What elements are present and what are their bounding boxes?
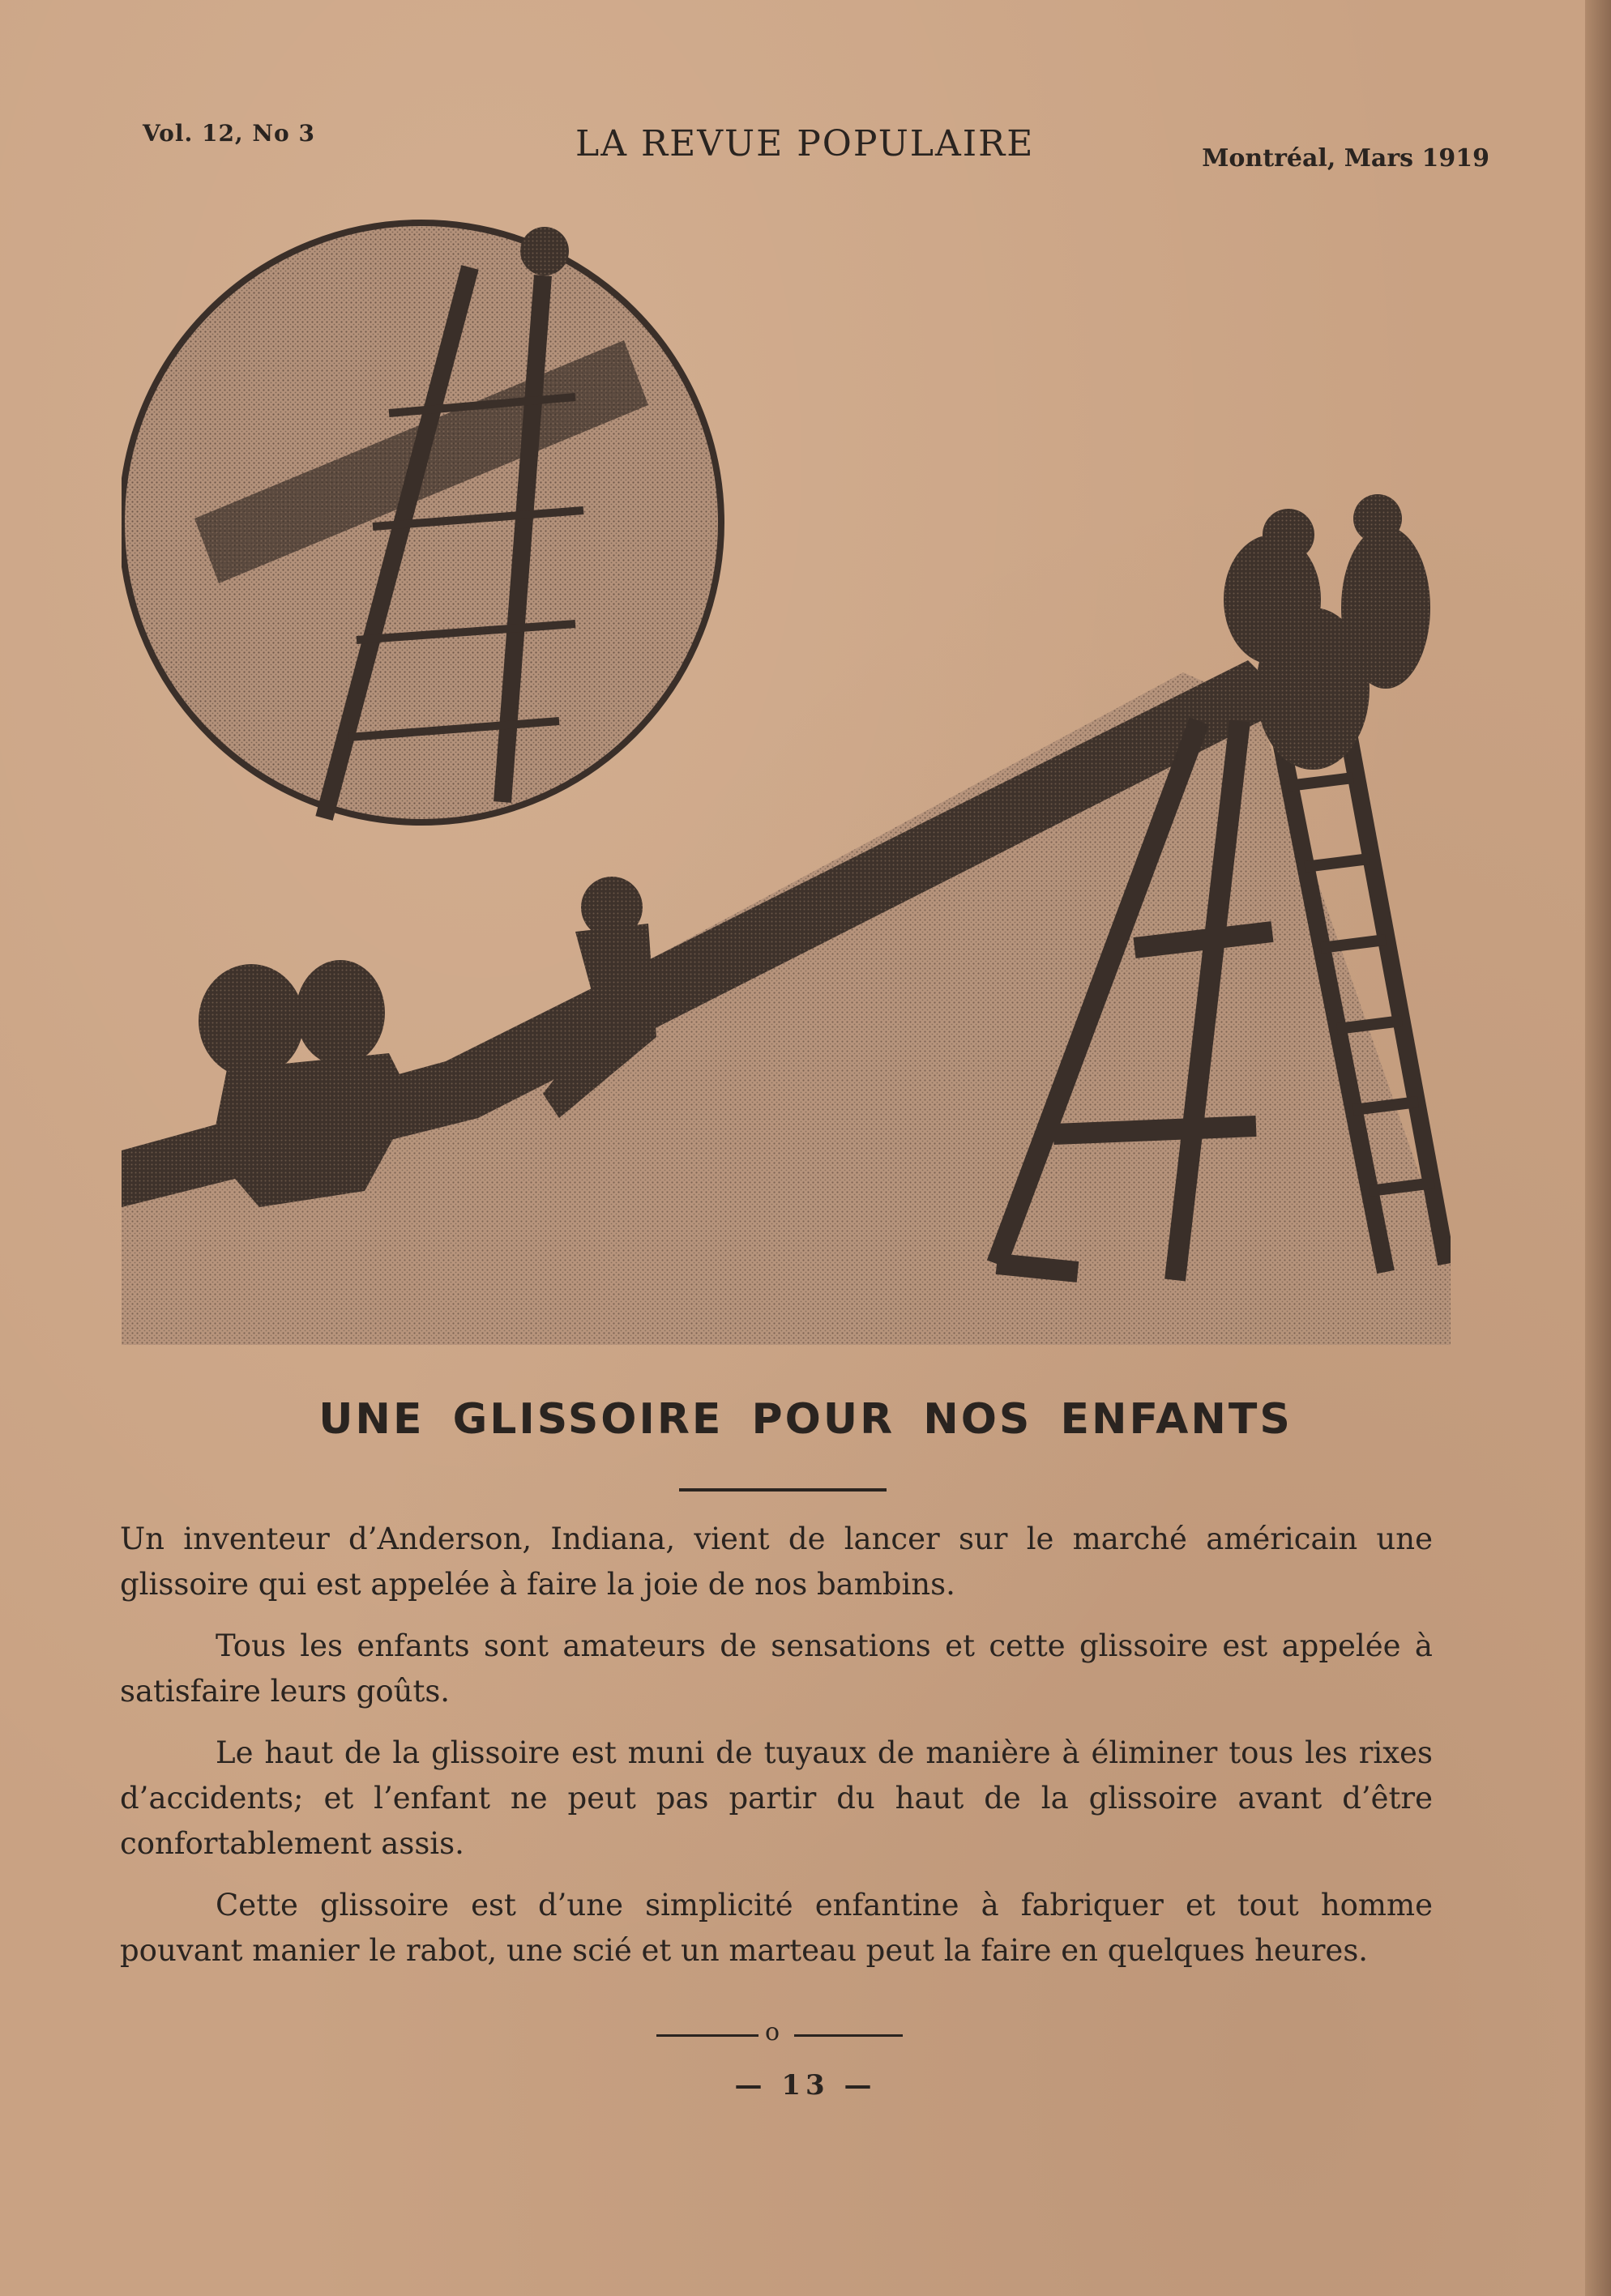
article-body [120,1517,1433,1990]
article-paragraph: Un inventeur d’Anderson, Indiana, vient de lancer sur le marché américain une glissoire qui est appelée à faire la joie de nos bambins. [120,1521,1433,1602]
end-separator [0,2018,1611,2054]
separator-mark: o [765,2018,780,2046]
volume-number: Vol. 12, No 3 [143,120,315,147]
publication-title: LA REVUE POPULAIRE [575,123,1035,164]
slide-illustration [122,219,1451,1345]
page-binding-edge [1585,0,1611,2296]
separator-line-right [794,2034,903,2037]
article-title: UNE GLISSOIRE POUR NOS ENFANTS [318,1395,1293,1444]
place-date: Montréal, Mars 1919 [1202,144,1489,173]
article-paragraph: Cette glissoire est d’une simplicité enfantine à fabriquer et tout homme pouvant manier le rabot, une scié et un marteau peut la faire en quelques heures. [120,1888,1433,1968]
inset-photo [122,223,721,822]
page-number: — 13 — [734,2069,877,2102]
running-header [138,113,1499,178]
article-paragraph: Le haut de la glissoire est muni de tuyaux de manière à éliminer tous les rixes d’accidents; et l’enfant ne peut pas partir du haut de la glissoire avant d’être confortablement assis. [120,1735,1433,1861]
article-paragraph: Tous les enfants sont amateurs de sensations et cette glissoire est appelée à satisfaire leurs goûts. [120,1628,1433,1709]
separator-line-left [656,2034,758,2037]
title-rule [679,1488,887,1492]
